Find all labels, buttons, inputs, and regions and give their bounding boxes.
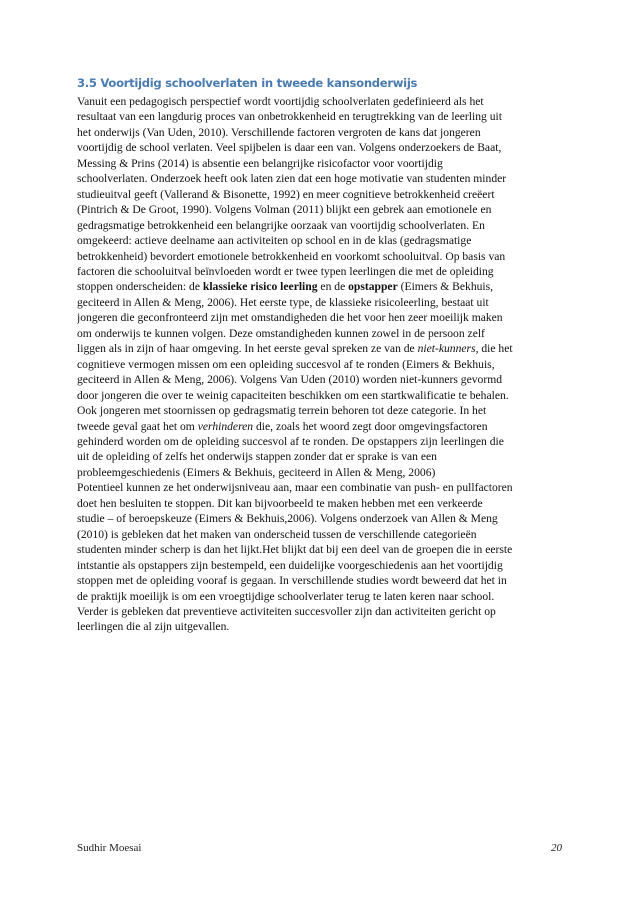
- text-segment: , die het: [475, 342, 513, 356]
- text-line: [77, 156, 567, 171]
- text-line: [77, 357, 567, 372]
- text-segment: jongeren die geconfronteerd zijn met omstandigheden die het voor hen zeer moeilijk maken: [77, 311, 503, 325]
- text-line: [77, 619, 567, 634]
- text-segment: intstantie als opstappers zijn bestempeld, een duidelijke voorgeschiedenis aan het voortijdig: [77, 558, 503, 572]
- text-line: [77, 480, 567, 495]
- text-segment: cognitieve vermogen missen om een opleiding succesvol af te ronden (Eimers & Bekhuis,: [77, 357, 495, 371]
- text-segment: (2010) is gebleken dat het maken van onderscheid tussen de verschillende categorieën: [77, 527, 477, 541]
- text-line: [77, 558, 567, 573]
- text-line: [77, 449, 567, 464]
- text-segment: omgekeerd: actieve deelname aan activiteiten op school en in de klas (gedragsmatige: [77, 234, 472, 248]
- text-segment: (Pintrich & De Groot, 1990). Volgens Volman (2011) blijkt een gebrek aan emotionele en: [77, 203, 492, 217]
- text-segment: om onderwijs te kunnen volgen. Deze omstandigheden kunnen zowel in de persoon zelf: [77, 326, 485, 340]
- text-line: [77, 264, 567, 279]
- text-segment: tweede geval gaat het om: [77, 419, 198, 433]
- text-line: [77, 434, 567, 449]
- text-segment: gedragsmatige betrokkenheid een belangrijke oorzaak van voortijdig schoolverlaten. En: [77, 218, 485, 232]
- text-line: [77, 403, 567, 418]
- text-segment: schoolverlaten. Onderzoek heeft ook laten zien dat een hoge motivatie van studenten minder: [77, 172, 507, 186]
- text-segment: Messing & Prins (2014) is absentie een belangrijke risicofactor voor voortijdig: [77, 156, 443, 170]
- text-line: [77, 310, 567, 325]
- text-segment: geciteerd in Allen & Meng, 2006). Volgens Van Uden (2010) worden niet-kunners gevormd: [77, 373, 503, 387]
- text-segment: studieuitval geeft (Vallerand & Bisonette, 1992) en meer cognitieve betrokkenheid creëert: [77, 187, 495, 201]
- text-segment: het onderwijs (Van Uden, 2010). Verschillende factoren vergroten de kans dat jongeren: [77, 125, 481, 139]
- text-segment: (Eimers & Bekhuis,: [397, 280, 494, 294]
- text-segment: betrokkenheid) bevordert emotionele betrokkenheid en voorkomt schooluitval. Op basis van: [77, 249, 506, 263]
- body-text: [77, 94, 567, 635]
- text-segment: stoppen met de opleiding vooraf is gegaan. In verschillende studies wordt beweerd dat het in: [77, 574, 507, 588]
- text-segment: leerlingen die al zijn uitgevallen.: [77, 620, 230, 634]
- text-line: [77, 295, 567, 310]
- text-line: [77, 125, 567, 140]
- footer-author: Sudhir Moesai: [77, 842, 142, 854]
- text-line: [77, 511, 567, 526]
- text-line: [77, 187, 567, 202]
- text-line: [77, 249, 567, 264]
- italic-term: verhinderen: [197, 419, 254, 433]
- text-segment: voortijdig de school verlaten. Veel spijbelen is daar een van. Volgens onderzoekers de Baat,: [77, 141, 502, 155]
- text-segment: probleemgeschiedenis (Eimers & Bekhuis, geciteerd in Allen & Meng, 2006): [77, 465, 436, 479]
- text-line: [77, 388, 567, 403]
- text-line: [77, 233, 567, 248]
- text-segment: die, zoals het woord zegt door omgevingsfactoren: [253, 419, 488, 433]
- text-line: [77, 542, 567, 557]
- text-segment: en de: [317, 280, 349, 294]
- text-line: [77, 202, 567, 217]
- text-segment: factoren die schooluitval beïnvloeden wordt er twee typen leerlingen die met de opleiding: [77, 264, 494, 278]
- text-line: [77, 341, 567, 356]
- text-segment: Ook jongeren met stoornissen op gedragsmatig terrein behoren tot deze categorie. In het: [77, 404, 487, 418]
- text-line: [77, 279, 567, 294]
- text-segment: Vanuit een pedagogisch perspectief wordt voortijdig schoolverlaten gedefinieerd als het: [77, 95, 484, 108]
- text-line: [77, 140, 567, 155]
- text-line: [77, 527, 567, 542]
- text-segment: door jongeren die over te weinig capaciteiten beschikken om een startkwalificatie te behalen.: [77, 388, 509, 402]
- paragraph-1: [77, 94, 567, 480]
- text-line: [77, 171, 567, 186]
- text-line: [77, 465, 567, 480]
- text-line: [77, 372, 567, 387]
- text-line: [77, 604, 567, 619]
- text-segment: geciteerd in Allen & Meng, 2006). Het eerste type, de klassieke risicoleerling, bestaat uit: [77, 295, 489, 309]
- text-segment: de praktijk moeilijk is om een vroegtijdige schoolverlater terug te laten keren naar school.: [77, 589, 495, 603]
- bold-term: opstapper: [348, 280, 398, 294]
- text-segment: resultaat van een langdurig proces van onbetrokkenheid en terugtrekking van de leerling uit: [77, 110, 502, 124]
- text-segment: Potentieel kunnen ze het onderwijsniveau aan, maar een combinatie van push- en pullfactoren: [77, 481, 513, 495]
- section-heading: 3.5 Voortijdig schoolverlaten in tweede kansonderwijs: [77, 76, 418, 90]
- paragraph-2: [77, 480, 567, 635]
- text-segment: Verder is gebleken dat preventieve activiteiten succesvoller zijn dan activiteiten gericht op: [77, 604, 496, 618]
- text-line: [77, 109, 567, 124]
- text-line: [77, 94, 567, 109]
- text-segment: doet hen besluiten te stoppen. Dit kan bijvoorbeeld te maken hebben met een verkeerde: [77, 496, 483, 510]
- text-segment: studie – of beroepskeuze (Eimers & Bekhuis,2006). Volgens onderzoek van Allen & Meng: [77, 512, 498, 526]
- bold-term: klassieke risico leerling: [202, 280, 318, 294]
- text-line: [77, 419, 567, 434]
- page-number: 20: [551, 842, 562, 854]
- italic-term: niet-kunners: [417, 342, 476, 356]
- text-line: [77, 573, 567, 588]
- text-line: [77, 589, 567, 604]
- text-segment: uit de opleiding of zelfs het onderwijs stappen zonder dat er sprake is van een: [77, 450, 437, 464]
- text-segment: studenten minder scherp is dan het lijkt.Het blijkt dat bij een deel van de groepen die in eerste: [77, 543, 513, 557]
- text-segment: stoppen onderscheiden: de: [77, 280, 203, 294]
- text-segment: gehinderd worden om de opleiding succesvol af te ronden. De opstappers zijn leerlingen die: [77, 434, 504, 448]
- text-line: [77, 326, 567, 341]
- text-line: [77, 218, 567, 233]
- text-line: [77, 496, 567, 511]
- text-segment: liggen als in zijn of haar omgeving. In het eerste geval spreken ze van de: [77, 342, 418, 356]
